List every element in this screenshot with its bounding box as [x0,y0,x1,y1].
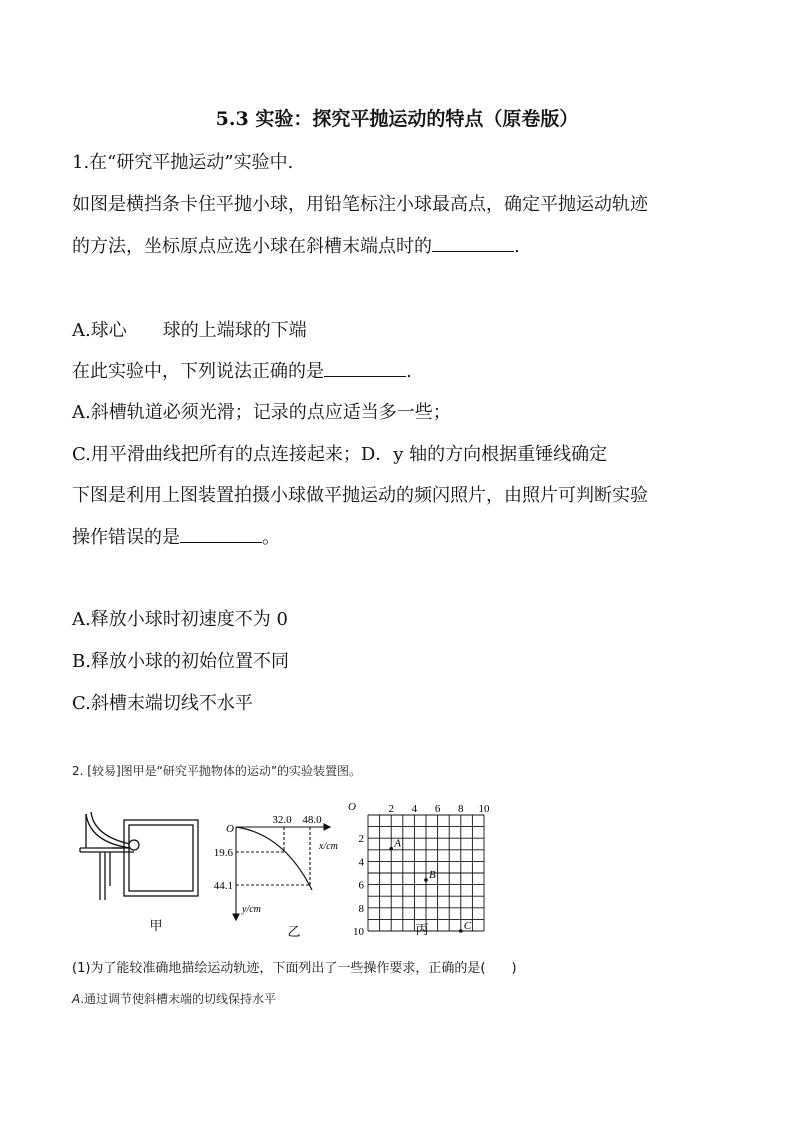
q1-option-3c: C.斜槽末端切线不水平 [72,693,253,714]
y-tick-label: 10 [353,926,364,938]
point-a [389,847,393,851]
q1-para1-line2-end: . [514,236,520,257]
q1-options-1: A.球心 球的上端球的下端 [72,320,307,341]
point-label-b: B [429,868,436,881]
caption-bing: 丙 [415,922,429,937]
q1-option-2c: C.用平滑曲线把所有的点连接起来；D．y 轴的方向根据重锤线确定 [72,444,608,465]
origin-label: O [226,823,234,835]
point-b [424,878,428,882]
origin-label: O [348,801,356,813]
q1-option-2a: A.斜槽轨道必须光滑；记录的点应适当多一些； [72,402,451,423]
q2-sub1: (1)为了能较准确地描绘运动轨迹，下面列出了一些操作要求，正确的是( ) [72,961,517,976]
y-tick-label: 8 [358,902,364,915]
y-tick-label: 6 [358,879,364,892]
point-c [459,929,463,933]
q1-para2-text: 在此实验中，下列说法正确的是 [72,361,324,382]
page-title: 5.3 实验：探究平抛运动的特点（原卷版） [215,108,579,130]
q2-heading: 2. [较易]图甲是“研究平抛物体的运动”的实验装置图。 [72,764,362,778]
q1-para1-line2 [72,232,520,258]
x-tick-48: 48.0 [302,814,322,826]
q1-option-3a: A.释放小球时初速度不为 0 [72,609,288,630]
caption-jia: 甲 [149,918,163,933]
q1-para1-line2-text: 的方法，坐标原点应选小球在斜槽末端点时的 [72,236,432,257]
point-label-a: A [394,837,401,850]
answer-blank-2 [324,360,406,377]
x-tick-label: 4 [411,803,418,815]
q1-heading: 1.在“研究平抛运动”实验中. [72,152,294,173]
figure-bing [344,795,492,940]
y-tick-44-1: 44.1 [213,880,233,892]
x-tick-label: 8 [458,803,464,815]
q1-option-3b: B.释放小球的初始位置不同 [72,651,289,672]
figure-jia [72,790,204,940]
answer-blank-1 [432,235,514,252]
x-tick-label: 2 [388,803,394,815]
q1-para2-end: . [406,361,412,382]
x-tick-label: 10 [478,803,490,815]
option-text: .通过调节使斜槽末端的切线保持水平 [80,992,277,1006]
y-tick-label: 4 [358,856,364,869]
q1-para1-line1: 如图是横挡条卡住平抛小球，用铅笔标注小球最高点，确定平抛运动轨迹 [72,194,648,215]
ball [129,840,139,850]
y-tick-19-6: 19.6 [213,847,233,859]
q2-option-a [72,990,276,1007]
q1-para3-line2-end: 。 [262,527,280,548]
q1-para3-line1: 下图是利用上图装置拍摄小球做平抛运动的频闪照片，由照片可判断实验 [72,485,648,506]
figure-yi [206,812,346,940]
x-tick-label: 6 [434,803,441,815]
option-letter: A [72,992,81,1006]
q1-para3-line2 [72,523,280,549]
answer-blank-3 [180,526,262,543]
y-axis-label: y/cm [242,904,261,915]
x-tick-32: 32.0 [272,814,292,826]
y-tick-label: 2 [358,833,364,846]
trajectory-curve [236,827,312,890]
q1-para3-line2-text: 操作错误的是 [72,527,180,548]
board-inner [129,825,193,891]
board-outer [124,820,198,896]
x-axis-label: x/cm [319,841,338,852]
point-label-c: C [463,920,472,932]
caption-yi: 乙 [287,924,301,939]
q1-para2 [72,357,412,383]
